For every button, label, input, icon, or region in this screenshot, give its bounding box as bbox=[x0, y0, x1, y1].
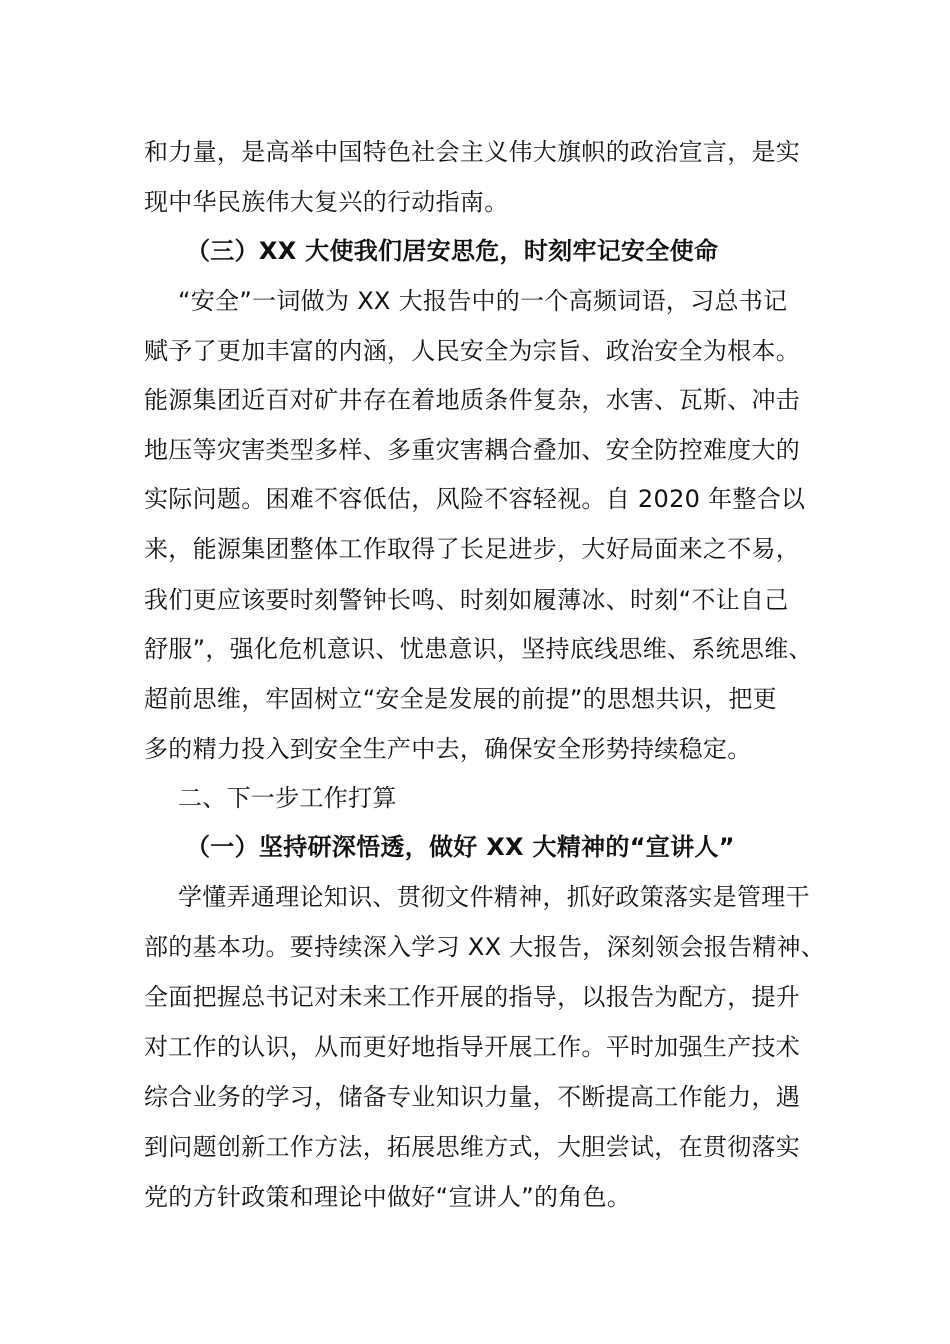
body-text-line: 地压等灾害类型多样、多重灾害耦合叠加、安全防控难度大的 bbox=[144, 436, 801, 464]
body-text-line: 赋予了更加丰富的内涵，人民安全为宗旨、政治安全为根本。 bbox=[144, 337, 801, 365]
body-text-line: 多的精力投入到安全生产中去，确保安全形势持续稳定。 bbox=[144, 735, 752, 763]
body-text-line: 党的方针政策和理论中做好“宣讲人”的角色。 bbox=[144, 1183, 632, 1211]
body-text-line: 实际问题。困难不容低估，风险不容轻视。自 2020 年整合以 bbox=[144, 485, 806, 513]
body-text-line: 来，能源集团整体工作取得了长足进步，大好局面来之不易， bbox=[144, 535, 801, 563]
body-text-line: 综合业务的学习，储备专业知识力量，不断提高工作能力，遇 bbox=[144, 1083, 801, 1111]
body-text-line: 对工作的认识，从而更好地指导开展工作。平时加强生产技术 bbox=[144, 1033, 801, 1061]
body-text-line: 和力量，是高举中国特色社会主义伟大旗帜的政治宣言，是实 bbox=[144, 138, 801, 166]
body-text-line: 部的基本功。要持续深入学习 XX 大报告，深刻领会报告精神、 bbox=[144, 933, 826, 961]
body-text-line: 到问题创新工作方法，拓展思维方式，大胆尝试，在贯彻落实 bbox=[144, 1133, 801, 1161]
section-heading: （一）坚持研深悟透，做好 XX 大精神的“宣讲人” bbox=[186, 833, 735, 861]
body-text-line: “安全”一词做为 XX 大报告中的一个高频词语，习总书记 bbox=[178, 287, 788, 315]
body-text-line: 全面把握总书记对未来工作开展的指导，以报告为配方，提升 bbox=[144, 983, 801, 1011]
body-text-line: 超前思维，牢固树立“安全是发展的前提”的思想共识，把更 bbox=[144, 685, 777, 713]
chapter-heading: 二、下一步工作打算 bbox=[178, 784, 397, 812]
section-heading: （三）XX 大使我们居安思危，时刻牢记安全使命 bbox=[186, 237, 719, 265]
body-text-line: 我们更应该要时刻警钟长鸣、时刻如履薄冰、时刻“不让自己 bbox=[144, 586, 789, 614]
body-text-line: 学懂弄通理论知识、贯彻文件精神，抓好政策落实是管理干 bbox=[178, 883, 810, 911]
body-text-line: 现中华民族伟大复兴的行动指南。 bbox=[144, 188, 509, 216]
body-text-line: 舒服”，强化危机意识、忧患意识，坚持底线思维、系统思维、 bbox=[144, 635, 813, 663]
body-text-line: 能源集团近百对矿井存在着地质条件复杂，水害、瓦斯、冲击 bbox=[144, 386, 801, 414]
